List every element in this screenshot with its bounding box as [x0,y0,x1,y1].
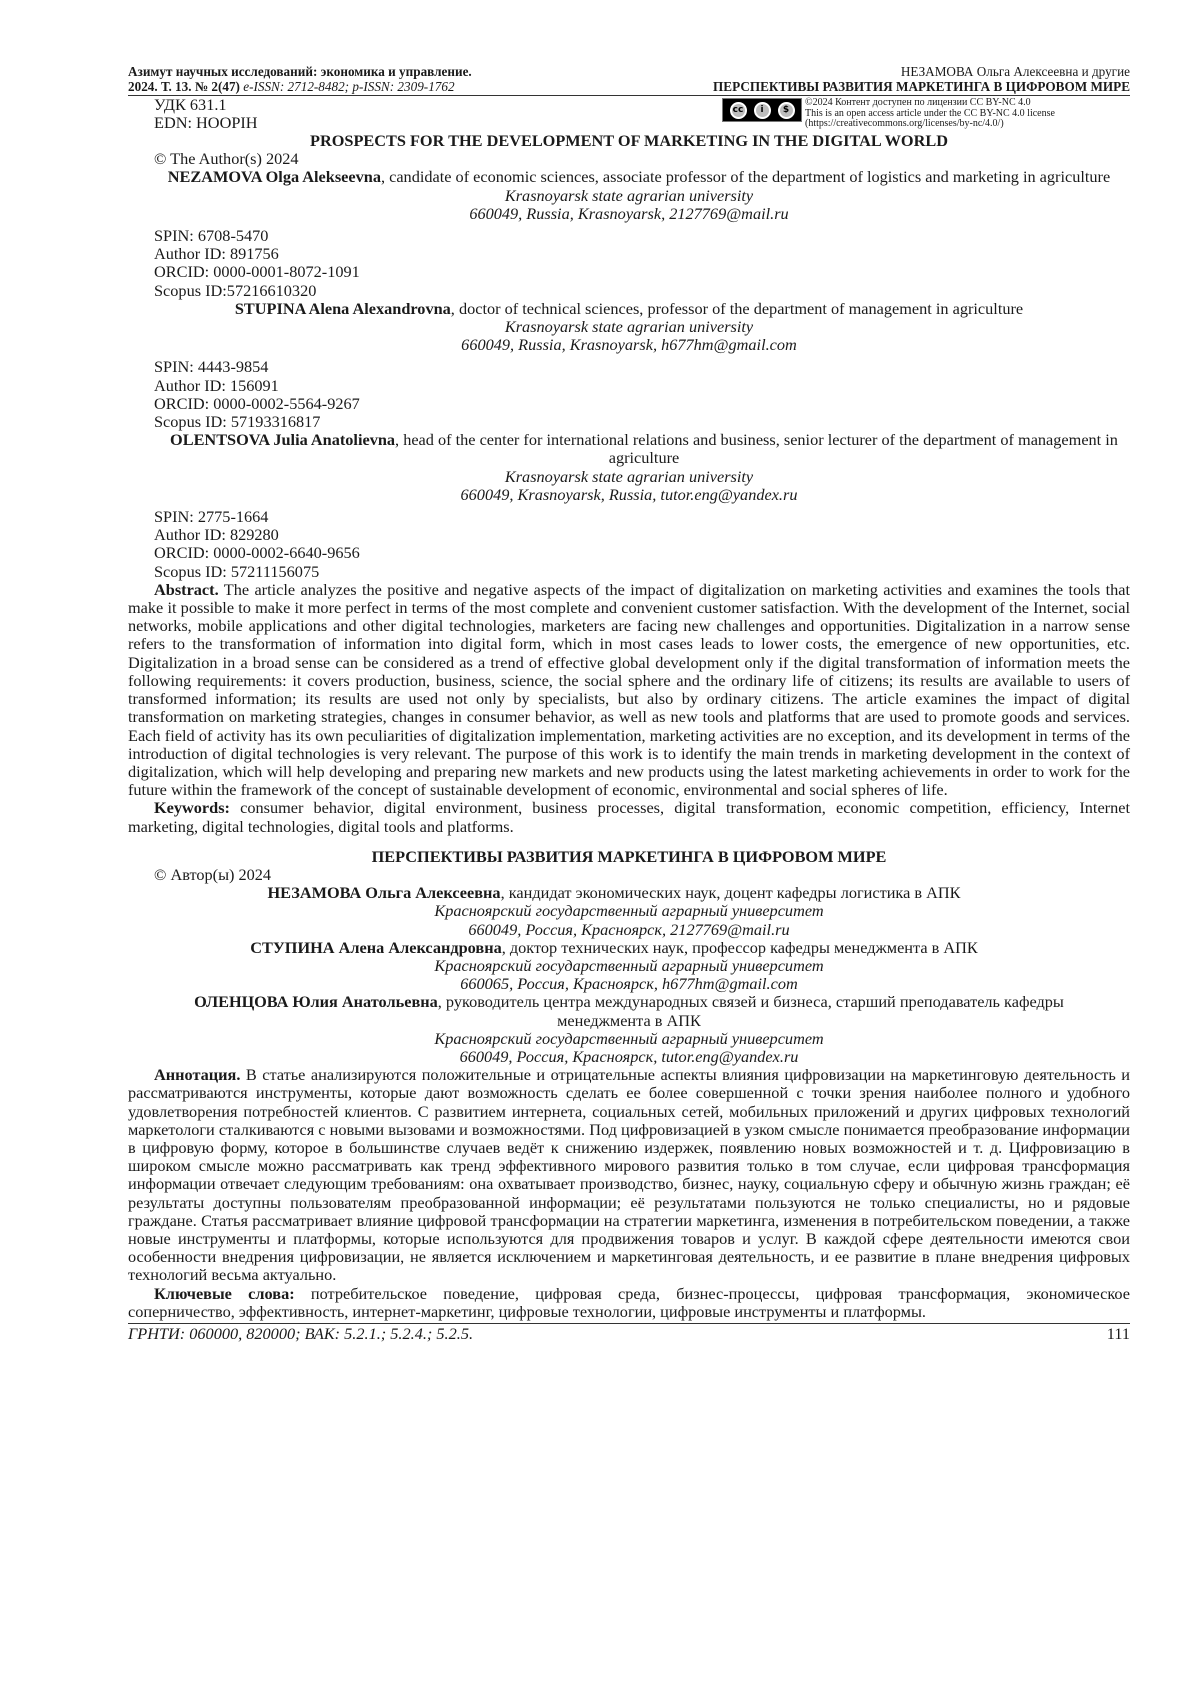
author-position: , head of the center for international relations and business, senior lecturer of the department of management in agriculture [395,430,1118,468]
orcid: ORCID: 0000-0001-8072-1091 [154,262,360,282]
orcid: ORCID: 0000-0002-5564-9267 [154,393,360,413]
author-address: 660049, Krasnoyarsk, Russia, tutor.eng@yandex.ru [460,484,798,504]
edn-code: EDN: HOOPIH [154,113,258,132]
journal-name: Азимут научных исследований: экономика и управление. [128,64,472,79]
author-position: , candidate of economic sciences, associate professor of the department of logistics and marketing in agriculture [380,167,1111,187]
cc-by-nc-license-icon [722,98,802,122]
scopus-id: Scopus ID: 57193316817 [154,412,321,432]
english-author-3 [128,431,1130,581]
author-university: Krasnoyarsk state agrarian university [504,185,754,205]
author-position: , доктор технических наук, профессор кафедры менеджмента в АПК [501,937,978,957]
meta-block [128,96,258,132]
abstract-label: Abstract. [154,579,219,599]
spin: SPIN: 4443-9854 [154,357,269,377]
abstract-text: В статье анализируются положительные и отрицательные аспекты влияния цифровизации на маркетинговую деятельность и рассматриваются инструменты, которые дают возможность сделать ее более совершенной с точки зрения наиболее полного и удобного удовлетворения потребностей клиентов. С развитием интернета, социальных сетей, мобильных приложений и других цифровых технологий маркетологи сталкиваются с новыми вызовами и возможностями. Под цифровизацией в узком смысле понимается преобразование информации в цифровую форму, которое в большинстве случаев ведёт к снижению издержек, появлению новых возможностей и т. д. Цифровизацию в широком смысле можно рассматривать как тренд эффективного мирового развития только в том случае, если цифровая трансформация информации отвечает следующим требованиям: она охватывает производство, бизнес, науку, социальную сферу и обычную жизнь граждан; её результаты доступны пользователям преобразованной информации; её результатами пользуются не только специалисты, но и рядовые граждане. Статья рассматривает влияние цифровой трансформации на стратегии маркетинга, изменения в потребительском поведении, а также новые инструменты и платформы, которые используются для продвижения товаров и услуг. В каждой сфере деятельности имеются свои особенности внедрения цифровизации, не является исключением и маркетинговая деятельность, и ее развитие в плане внедрения цифровых технологий весьма актуально. [128,1065,1130,1285]
spin: SPIN: 6708-5470 [154,226,269,246]
russian-keywords [128,1285,1130,1321]
meta-row [128,96,1130,132]
journal-info [128,64,472,94]
author-name: ОЛЕНЦОВА Юлия Анатольевна [194,992,438,1012]
page-footer [128,1324,1130,1344]
author-university: Красноярский государственный аграрный университет [434,955,824,975]
english-author-2 [128,300,1130,431]
author-name: STUPINA Alena Alexandrovna [234,298,451,318]
english-copyright: © The Author(s) 2024 [154,149,299,169]
header-right [713,64,1130,94]
header-running-title: ПЕРСПЕКТИВЫ РАЗВИТИЯ МАРКЕТИНГА В ЦИФРОВОМ МИРЕ [713,79,1130,94]
keywords-label: Keywords: [154,798,230,818]
russian-author-2 [128,939,1130,994]
license-url: (https://creativecommons.org/licenses/by-nc/4.0/) [805,118,1004,130]
cc-icon: cc [730,102,747,119]
author-address: 660065, Россия, Красноярск, h677hm@gmail.com [460,974,798,994]
author-name: OLENTSOVA Julia Anatolievna [170,430,396,450]
russian-author-3 [128,993,1130,1066]
author-address: 660049, Russia, Krasnoyarsk, 2127769@mail.ru [469,203,789,223]
journal-issn: e-ISSN: 2712-8482; p-ISSN: 2309-1762 [239,79,455,94]
article-page [128,64,1130,1344]
author-id: Author ID: 891756 [154,244,279,264]
author-ids [128,227,1130,300]
author-name: НЕЗАМОВА Ольга Алексеевна [267,883,501,903]
classification-codes: ГРНТИ: 060000, 820000; ВАК: 5.2.1.; 5.2.4.; 5.2.5. [128,1324,474,1343]
author-id: Author ID: 156091 [154,375,279,395]
scopus-id: Scopus ID:57216610320 [154,280,317,300]
abstract-label: Аннотация. [154,1065,241,1085]
by-icon: i [754,102,771,119]
author-university: Krasnoyarsk state agrarian university [504,317,754,337]
author-university: Красноярский государственный аграрный университет [434,1028,824,1048]
journal-issue: 2024. Т. 13. № 2(47) [128,79,240,94]
author-name: NEZAMOVA Olga Alekseevna [167,167,381,187]
russian-author-1 [128,884,1130,939]
english-keywords [128,799,1130,835]
license-line-en: This is an open access article under the CC BY-NC 4.0 license [805,107,1055,119]
keywords-label: Ключевые слова: [154,1283,295,1303]
udk-code: УДК 631.1 [154,95,227,114]
russian-title: ПЕРСПЕКТИВЫ РАЗВИТИЯ МАРКЕТИНГА В ЦИФРОВОМ МИРЕ [371,846,887,866]
license-text [805,98,1055,130]
author-university: Krasnoyarsk state agrarian university [504,466,754,486]
nc-icon: $ [778,102,795,119]
page-number: 111 [1106,1324,1130,1343]
orcid: ORCID: 0000-0002-6640-9656 [154,543,360,563]
author-address: 660049, Russia, Krasnoyarsk, h677hm@gmail.com [461,335,797,355]
header-authors: НЕЗАМОВА Ольга Алексеевна и другие [900,64,1130,79]
author-ids [128,358,1130,431]
author-position: , doctor of technical sciences, professor of the department of management in agriculture [450,298,1024,318]
english-title: PROSPECTS FOR THE DEVELOPMENT OF MARKETING IN THE DIGITAL WORLD [310,131,948,150]
keywords-text: потребительское поведение, цифровая среда, бизнес-процессы, цифровая трансформация, экономическое соперничество, эффективность, интернет-маркетинг, цифровые технологии, цифровые инструменты и платформы. [128,1283,1131,1321]
spin: SPIN: 2775-1664 [154,507,269,527]
author-position: , руководитель центра международных связей и бизнеса, старший преподаватель кафедры менеджмента в АПК [437,992,1064,1030]
author-address: 660049, Россия, Красноярск, tutor.eng@yandex.ru [459,1046,799,1066]
russian-abstract [128,1066,1130,1284]
english-abstract [128,581,1130,799]
author-name: СТУПИНА Алена Александровна [250,937,502,957]
author-id: Author ID: 829280 [154,525,279,545]
english-author-1 [128,168,1130,299]
author-address: 660049, Россия, Красноярск, 2127769@mail.ru [468,919,790,939]
keywords-text: consumer behavior, digital environment, business processes, digital transformation, economic competition, efficiency, Internet marketing, digital technologies, digital tools and platforms. [128,798,1130,836]
scopus-id: Scopus ID: 57211156075 [154,561,320,581]
abstract-text: The article analyzes the positive and negative aspects of the impact of digitalization on marketing activities and examines the tools that make it possible to make it more perfect in terms of the most complete and convenient customer satisfaction. With the development of the Internet, social networks, mobile applications and other digital technologies, marketers are facing new challenges and opportunities. Digitalization in a narrow sense refers to the transformation of information into digital form, which in most cases leads to lower costs, the emergence of new opportunities, etc. Digitalization in a broad sense can be considered as a trend of effective global development only if the digital transformation of information meets the following requirements: it covers production, business, science, the social sphere and the ordinary life of citizens; its results are available to users of transformed information; its results are used not only by specialists, but also by ordinary citizens. The article examines the impact of digital transformation on marketing strategies, changes in consumer behavior, as well as new tools and platforms that are used to promote goods and services. Each field of activity has its own peculiarities of digitalization implementation, marketing activities are no exception, and its development in terms of the introduction of digital technologies is very relevant. The purpose of this work is to identify the main trends in marketing development in the context of digitalization, which will help developing and preparing new markets and new products using the latest marketing achievements in order to work for the future within the framework of the concept of sustainable development of economic, environmental and social spheres of life. [128,579,1130,800]
author-university: Красноярский государственный аграрный университет [434,901,824,921]
running-header [128,64,1130,94]
license-line-ru: ©2024 Контент доступен по лицензии CC BY-NC 4.0 [805,97,1031,108]
russian-copyright: © Автор(ы) 2024 [154,864,272,884]
author-ids [128,508,1130,581]
license-block [722,98,1122,132]
author-position: , кандидат экономических наук, доцент кафедры логистика в АПК [500,883,961,903]
